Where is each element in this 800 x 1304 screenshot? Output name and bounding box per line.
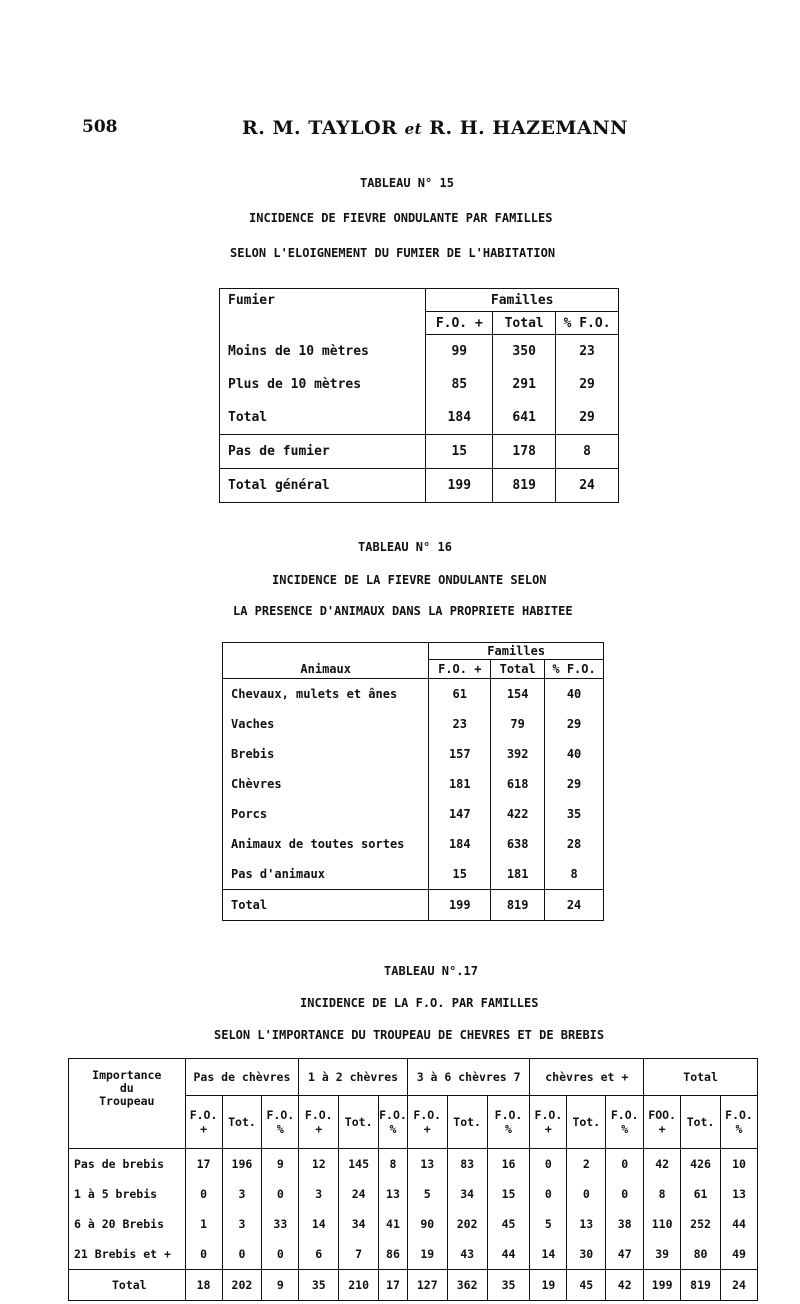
table-cell: 1	[185, 1209, 222, 1239]
tableau17-sub-header	[487, 1096, 530, 1149]
tableau17-sub-header-line: F.O.	[494, 1108, 523, 1122]
tableau17-title-2: SELON L'IMPORTANCE DU TROUPEAU DE CHEVRES ET DE BREBIS	[214, 1028, 605, 1042]
table-cell: 41	[379, 1209, 408, 1239]
row-label: Plus de 10 mètres	[220, 368, 426, 401]
table-cell: 422	[491, 799, 545, 829]
table-cell: 80	[681, 1239, 721, 1270]
table-cell: 35	[487, 1270, 530, 1301]
table-cell: 34	[447, 1179, 487, 1209]
table-cell: 350	[493, 335, 556, 369]
table-cell: 29	[556, 368, 619, 401]
table-cell: 15	[429, 859, 491, 890]
table-cell: 5	[407, 1179, 447, 1209]
table-cell: 44	[487, 1239, 530, 1270]
table-cell: 0	[222, 1239, 262, 1270]
table-cell: 24	[556, 469, 619, 503]
tableau17-sub-header	[720, 1096, 757, 1149]
table-cell: 42	[644, 1149, 681, 1180]
tableau17-sub-header-line: %	[621, 1122, 629, 1136]
table-cell: 6	[299, 1239, 339, 1270]
table-row	[223, 739, 604, 769]
table-cell: 202	[222, 1270, 262, 1301]
table-cell: 33	[262, 1209, 299, 1239]
table-cell: 392	[491, 739, 545, 769]
tableau16-title-1: INCIDENCE DE LA FIEVRE ONDULANTE SELON	[272, 573, 547, 587]
table-cell: 8	[545, 859, 604, 890]
tableau17-sub-header-line: F.O.	[304, 1108, 333, 1122]
table-cell: 35	[299, 1270, 339, 1301]
tableau17-table	[68, 1058, 758, 1301]
table-cell: 45	[567, 1270, 606, 1301]
tableau15-col-header: Total	[493, 312, 556, 335]
table-cell: 34	[339, 1209, 379, 1239]
row-label: 21 Brebis et +	[69, 1239, 186, 1270]
table-cell: 13	[379, 1179, 408, 1209]
table-cell: 5	[530, 1209, 567, 1239]
table-row	[220, 435, 619, 469]
table-cell: 40	[545, 739, 604, 769]
tableau15-number: TABLEAU N° 15	[360, 176, 454, 190]
row-label: Total	[220, 401, 426, 435]
table-row	[69, 1209, 758, 1239]
row-label: Animaux de toutes sortes	[223, 829, 429, 859]
table-row	[223, 769, 604, 799]
tableau17-sub-header-line: +	[315, 1122, 323, 1136]
table-cell: 24	[720, 1270, 757, 1301]
table-cell: 45	[487, 1209, 530, 1239]
running-head-et: et	[404, 120, 423, 138]
tableau17-row-header-line: Importance	[92, 1068, 162, 1082]
tableau17-sub-header-line: Tot.	[686, 1115, 715, 1129]
table-cell: 641	[493, 401, 556, 435]
table-cell: 0	[606, 1149, 644, 1180]
tableau17-sub-header-line: +	[200, 1122, 207, 1136]
tableau16-col-group: Familles	[429, 643, 604, 660]
table-cell: 35	[545, 799, 604, 829]
tableau17-group-header: 1 à 2 chèvres	[299, 1059, 407, 1096]
row-label: Pas de brebis	[69, 1149, 186, 1180]
table-cell: 10	[720, 1149, 757, 1180]
table-row	[220, 368, 619, 401]
tableau17-sub-header	[530, 1096, 567, 1149]
row-label: Brebis	[223, 739, 429, 769]
tableau17-sub-header	[644, 1096, 681, 1149]
table-cell: 145	[339, 1149, 379, 1180]
tableau17-sub-header	[567, 1096, 606, 1149]
table-cell: 362	[447, 1270, 487, 1301]
table-cell: 23	[556, 335, 619, 369]
table-cell: 13	[567, 1209, 606, 1239]
table-cell: 819	[491, 890, 545, 921]
table-cell: 19	[407, 1239, 447, 1270]
row-label: Vaches	[223, 709, 429, 739]
tableau15-title-2: SELON L'ELOIGNEMENT DU FUMIER DE L'HABITATION	[230, 246, 556, 260]
table-cell: 199	[644, 1270, 681, 1301]
table-row	[69, 1239, 758, 1270]
tableau17-sub-header	[339, 1096, 379, 1149]
table-row	[223, 709, 604, 739]
row-label: Pas de fumier	[220, 435, 426, 469]
tableau17-row-header-line: Troupeau	[99, 1094, 155, 1108]
running-head-author-2: R. H. HAZEMANN	[429, 117, 628, 139]
table-cell: 23	[429, 709, 491, 739]
table-cell: 184	[426, 401, 493, 435]
tableau17-sub-header-line: F.O.	[413, 1108, 442, 1122]
tableau17-row-header-line: du	[119, 1081, 134, 1095]
running-head	[242, 117, 628, 139]
table-row	[69, 1149, 758, 1180]
tableau17-sub-header-line: %	[735, 1122, 743, 1136]
tableau16-col-header: % F.O.	[545, 660, 604, 679]
table-cell: 24	[339, 1179, 379, 1209]
table-cell: 127	[407, 1270, 447, 1301]
table-cell: 181	[491, 859, 545, 890]
table-row	[220, 469, 619, 503]
table-cell: 61	[429, 679, 491, 710]
tableau17-sub-header-line: F.O.	[189, 1108, 218, 1122]
tableau17-sub-header-line: %	[505, 1122, 512, 1136]
table-cell: 0	[185, 1239, 222, 1270]
table-cell: 638	[491, 829, 545, 859]
tableau17-sub-header-line: F.O.	[379, 1108, 407, 1122]
table-cell: 9	[262, 1149, 299, 1180]
tableau15-title-1: INCIDENCE DE FIEVRE ONDULANTE PAR FAMILLES	[249, 211, 553, 225]
table-cell: 181	[429, 769, 491, 799]
tableau16-blank-cell	[223, 643, 429, 660]
table-cell: 154	[491, 679, 545, 710]
table-cell: 196	[222, 1149, 262, 1180]
table-row	[220, 335, 619, 369]
tableau17-sub-header	[185, 1096, 222, 1149]
table-cell: 44	[720, 1209, 757, 1239]
table-cell: 47	[606, 1239, 644, 1270]
table-cell: 8	[556, 435, 619, 469]
table-cell: 0	[262, 1239, 299, 1270]
tableau17-sub-header-line: +	[544, 1122, 552, 1136]
running-head-author-1: R. M. TAYLOR	[242, 117, 398, 139]
tableau17-sub-header-line: Tot.	[453, 1115, 481, 1129]
tableau17-sub-header-line: FOO.	[648, 1108, 676, 1122]
tableau17-sub-header-line: %	[389, 1122, 397, 1136]
table-cell: 13	[407, 1149, 447, 1180]
tableau17-sub-header	[447, 1096, 487, 1149]
table-cell: 819	[681, 1270, 721, 1301]
table-cell: 8	[644, 1179, 681, 1209]
table-cell: 30	[567, 1239, 606, 1270]
tableau15-table	[219, 288, 619, 503]
table-cell: 29	[545, 709, 604, 739]
tableau16-title-2: LA PRESENCE D'ANIMAUX DANS LA PROPRIETE HABITEE	[233, 604, 573, 618]
table-row	[223, 890, 604, 921]
tableau15-blank-cell	[220, 312, 426, 335]
row-label: Moins de 10 mètres	[220, 335, 426, 369]
tableau17-sub-header-line: F.O.	[534, 1108, 563, 1122]
table-cell: 0	[567, 1179, 606, 1209]
row-label: Total	[69, 1270, 186, 1301]
table-cell: 0	[530, 1179, 567, 1209]
tableau17-sub-header	[681, 1096, 721, 1149]
tableau17-body	[69, 1149, 758, 1301]
table-cell: 184	[429, 829, 491, 859]
table-cell: 79	[491, 709, 545, 739]
table-cell: 12	[299, 1149, 339, 1180]
tableau17-sub-header	[299, 1096, 339, 1149]
table-cell: 202	[447, 1209, 487, 1239]
tableau15-col-group: Familles	[426, 289, 619, 312]
table-row	[223, 799, 604, 829]
table-cell: 0	[606, 1179, 644, 1209]
table-cell: 28	[545, 829, 604, 859]
table-cell: 29	[545, 769, 604, 799]
tableau17-sub-header-line: F.O.	[266, 1108, 295, 1122]
tableau17-number: TABLEAU N°.17	[384, 964, 478, 978]
tableau17-sub-header-line: %	[276, 1122, 284, 1136]
tableau16-col-header: Total	[491, 660, 545, 679]
table-cell: 110	[644, 1209, 681, 1239]
table-cell: 17	[185, 1149, 222, 1180]
table-cell: 17	[379, 1270, 408, 1301]
table-cell: 252	[681, 1209, 721, 1239]
tableau15-col-header: % F.O.	[556, 312, 619, 335]
table-cell: 9	[262, 1270, 299, 1301]
table-cell: 3	[222, 1179, 262, 1209]
tableau17-row-header	[69, 1059, 186, 1149]
row-label: Pas d'animaux	[223, 859, 429, 890]
tableau17-sub-header	[606, 1096, 644, 1149]
table-cell: 38	[606, 1209, 644, 1239]
table-cell: 39	[644, 1239, 681, 1270]
table-cell: 157	[429, 739, 491, 769]
tableau17-sub-header	[379, 1096, 408, 1149]
table-cell: 16	[487, 1149, 530, 1180]
tableau17-sub-header-line: +	[423, 1122, 431, 1136]
table-cell: 90	[407, 1209, 447, 1239]
tableau17-sub-header-line: Tot.	[344, 1115, 373, 1129]
tableau17-group-header: 3 à 6 chèvres 7	[407, 1059, 530, 1096]
tableau17-group-header: chèvres et +	[530, 1059, 644, 1096]
row-label: Total	[223, 890, 429, 921]
table-cell: 15	[487, 1179, 530, 1209]
table-cell: 15	[426, 435, 493, 469]
table-cell: 19	[530, 1270, 567, 1301]
table-cell: 0	[530, 1149, 567, 1180]
table-cell: 7	[339, 1239, 379, 1270]
table-cell: 99	[426, 335, 493, 369]
tableau15-col-header: F.O. +	[426, 312, 493, 335]
table-row	[223, 859, 604, 890]
row-label: Porcs	[223, 799, 429, 829]
page-number: 508	[82, 117, 118, 137]
table-cell: 49	[720, 1239, 757, 1270]
row-label: Total général	[220, 469, 426, 503]
table-cell: 3	[222, 1209, 262, 1239]
table-row	[69, 1179, 758, 1209]
table-cell: 2	[567, 1149, 606, 1180]
row-label: Chèvres	[223, 769, 429, 799]
row-label: 6 à 20 Brebis	[69, 1209, 186, 1239]
table-cell: 147	[429, 799, 491, 829]
table-cell: 85	[426, 368, 493, 401]
table-cell: 14	[299, 1209, 339, 1239]
tableau16-col-header: F.O. +	[429, 660, 491, 679]
tableau17-group-header: Total	[644, 1059, 758, 1096]
table-cell: 0	[262, 1179, 299, 1209]
tableau17-sub-header-line: F.O.	[725, 1108, 753, 1122]
tableau17-group-header: Pas de chèvres	[185, 1059, 299, 1096]
tableau17-sub-header	[262, 1096, 299, 1149]
table-row	[69, 1270, 758, 1301]
tableau17-sub-header	[222, 1096, 262, 1149]
row-label: 1 à 5 brebis	[69, 1179, 186, 1209]
table-cell: 178	[493, 435, 556, 469]
table-cell: 291	[493, 368, 556, 401]
table-cell: 3	[299, 1179, 339, 1209]
table-cell: 86	[379, 1239, 408, 1270]
table-cell: 40	[545, 679, 604, 710]
table-cell: 0	[185, 1179, 222, 1209]
row-label: Chevaux, mulets et ânes	[223, 679, 429, 710]
tableau17-title-1: INCIDENCE DE LA F.O. PAR FAMILLES	[300, 996, 539, 1010]
tableau17-sub-header-line: F.O.	[610, 1108, 639, 1122]
tableau17-sub-header-line: Tot.	[572, 1115, 601, 1129]
table-cell: 8	[379, 1149, 408, 1180]
table-cell: 13	[720, 1179, 757, 1209]
table-cell: 426	[681, 1149, 721, 1180]
table-row	[220, 401, 619, 435]
table-cell: 43	[447, 1239, 487, 1270]
table-cell: 29	[556, 401, 619, 435]
table-row	[223, 829, 604, 859]
table-cell: 199	[426, 469, 493, 503]
tableau17-sub-header-line: +	[658, 1122, 666, 1136]
table-cell: 42	[606, 1270, 644, 1301]
table-cell: 210	[339, 1270, 379, 1301]
table-cell: 618	[491, 769, 545, 799]
table-cell: 199	[429, 890, 491, 921]
table-cell: 83	[447, 1149, 487, 1180]
table-cell: 18	[185, 1270, 222, 1301]
table-cell: 24	[545, 890, 604, 921]
table-cell: 819	[493, 469, 556, 503]
tableau17-sub-header-line: Tot.	[228, 1115, 256, 1129]
table-cell: 61	[681, 1179, 721, 1209]
tableau17-sub-header	[407, 1096, 447, 1149]
tableau16-table	[222, 642, 604, 921]
tableau16-row-header: Animaux	[223, 660, 429, 679]
tableau15-row-header: Fumier	[220, 289, 426, 312]
tableau16-number: TABLEAU N° 16	[358, 540, 452, 554]
table-row	[223, 679, 604, 710]
table-cell: 14	[530, 1239, 567, 1270]
